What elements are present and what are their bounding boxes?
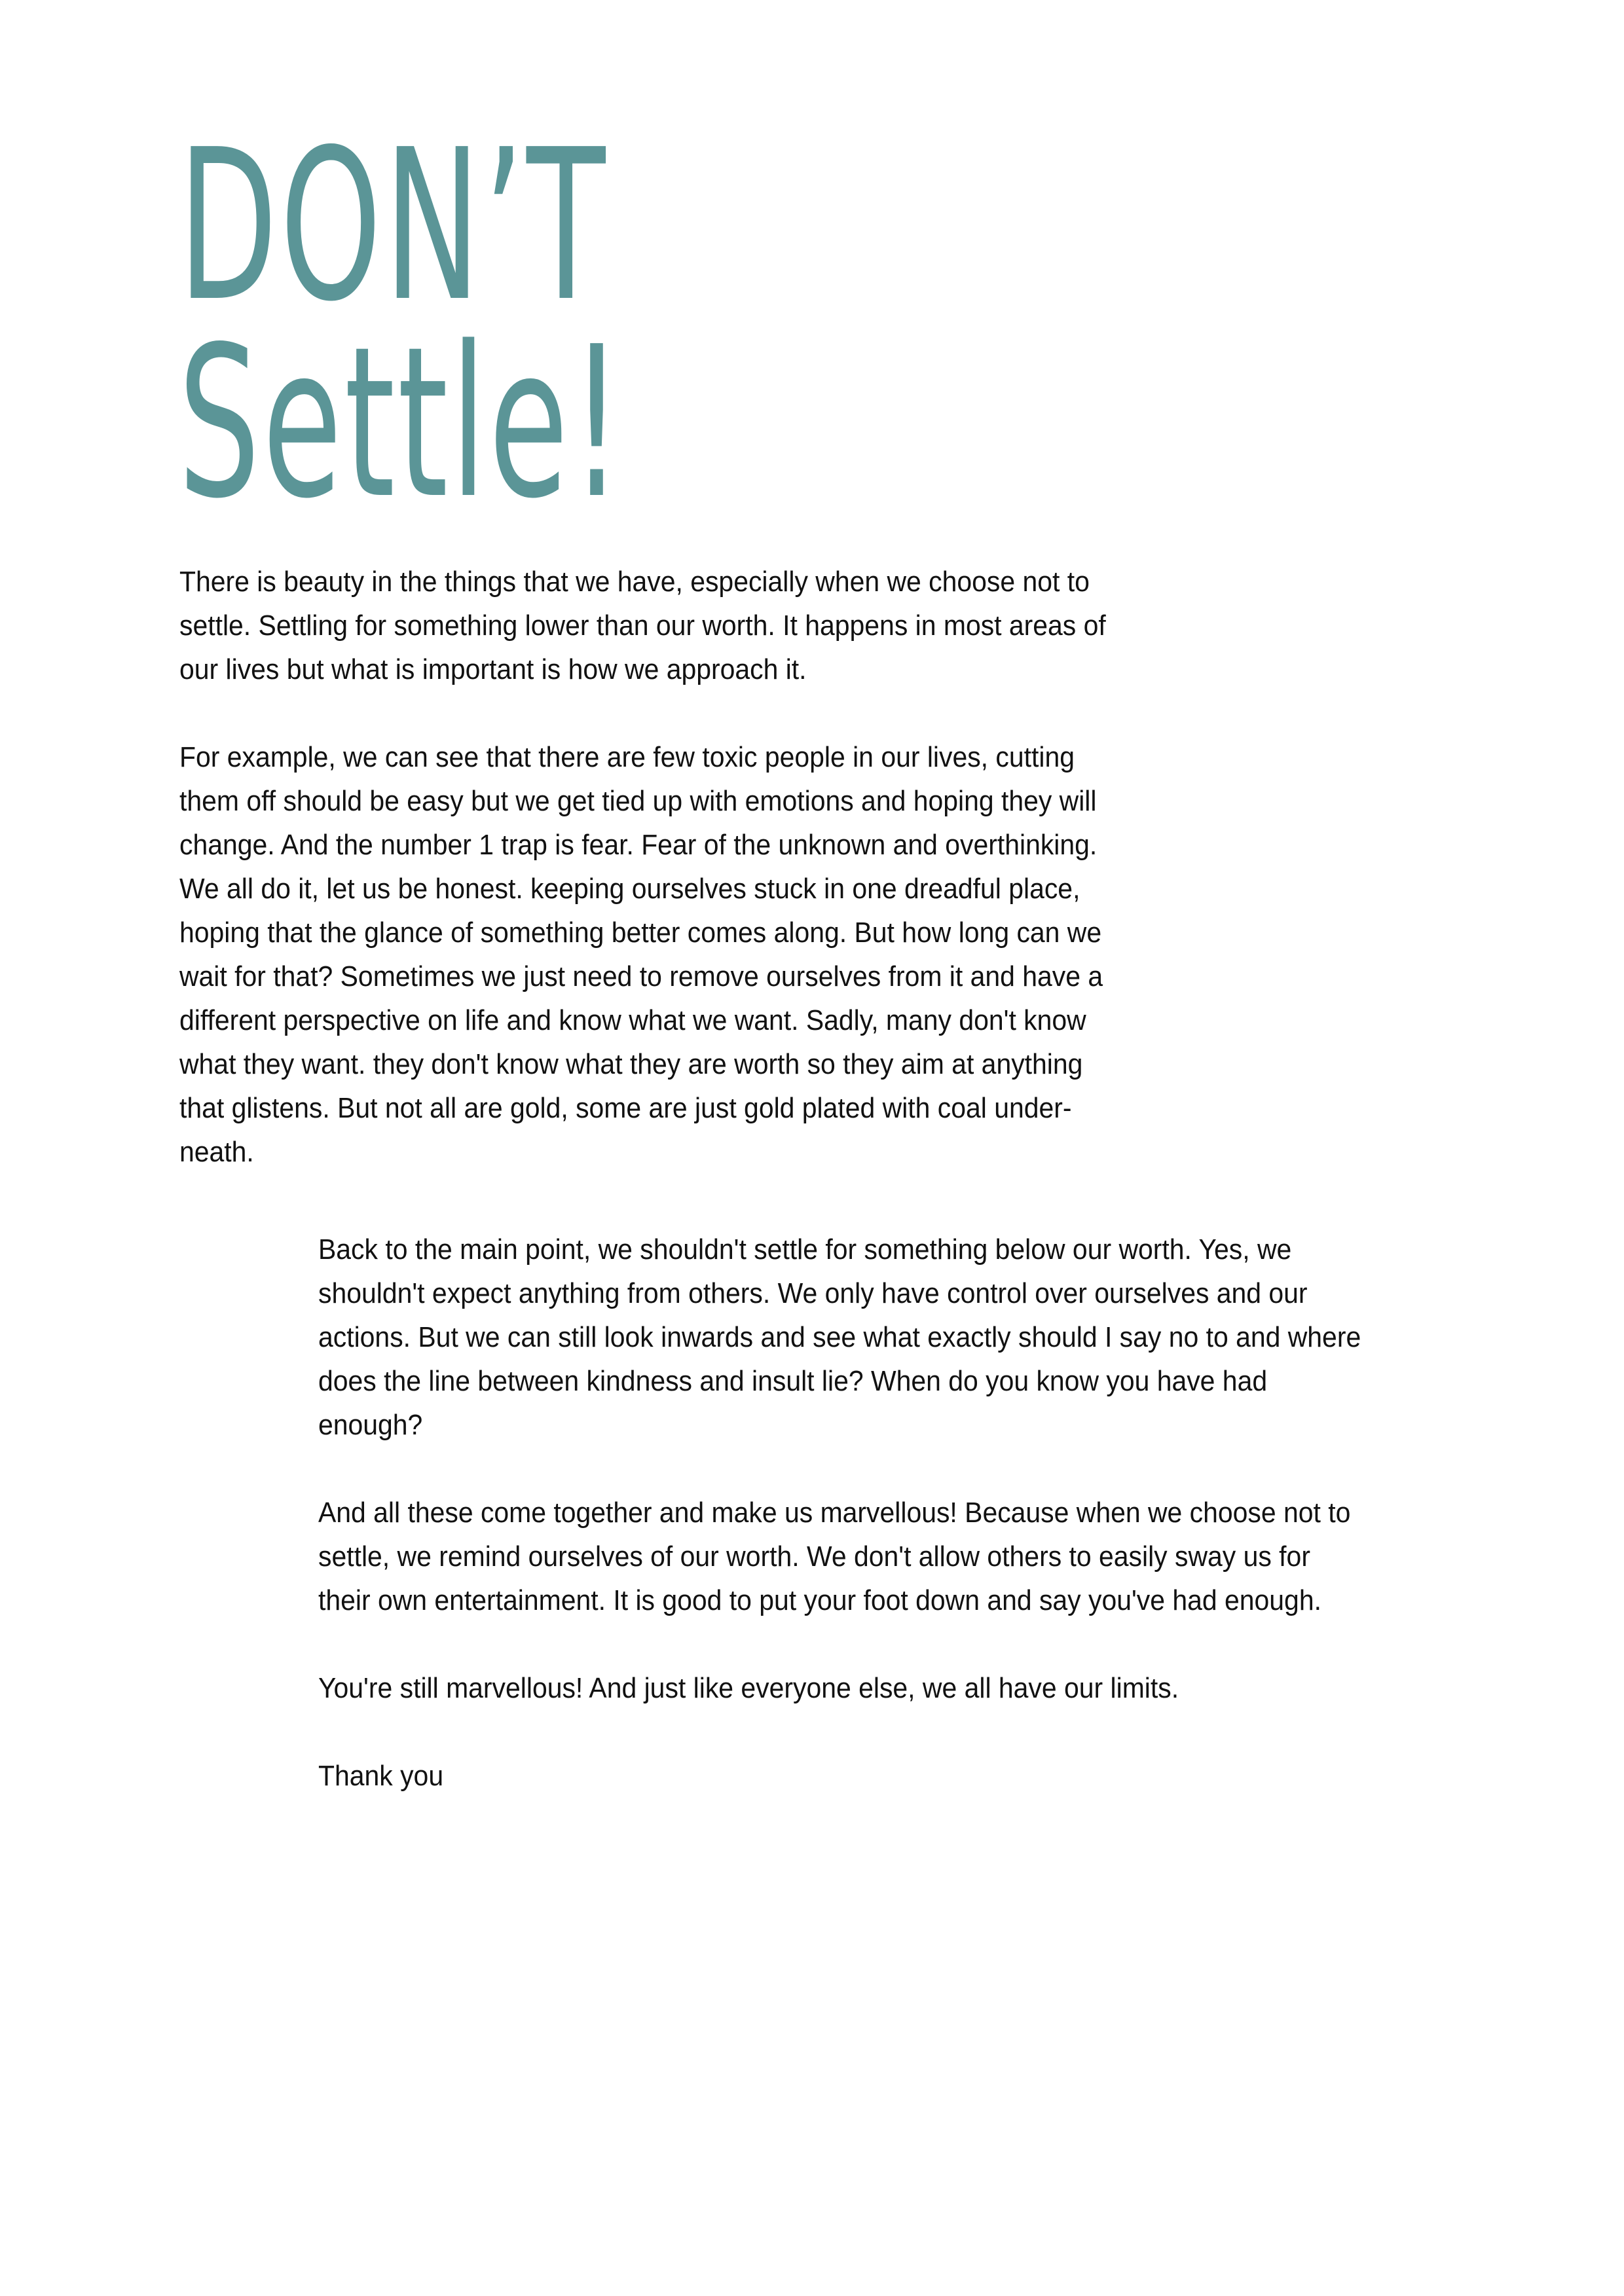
paragraph-intro: [179, 560, 1175, 691]
text-line: settle, we remind ourselves of our worth. We don't allow others to easily sway us for: [318, 1540, 1310, 1573]
text-line: There is beauty in the things that we have, especially when we choose not to: [179, 566, 1090, 598]
text-line: shouldn't expect anything from others. We only have control over ourselves and our: [318, 1277, 1308, 1309]
text-line: Back to the main point, we shouldn't settle for something below our worth. Yes, we: [318, 1233, 1292, 1266]
text-line: does the line between kindness and insult lie? When do you know you have had: [318, 1365, 1268, 1397]
text-line: settle. Settling for something lower than our worth. It happens in most areas of: [179, 610, 1106, 642]
text-line: different perspective on life and know what we want. Sadly, many don't know: [179, 1004, 1086, 1036]
text-line: what they want. they don't know what they are worth so they aim at anything: [179, 1048, 1083, 1080]
closing-thank-you: [318, 1754, 452, 1798]
text-line: enough?: [318, 1409, 423, 1441]
text-line: them off should be easy but we get tied up with emotions and hoping they will: [179, 785, 1097, 817]
text-line: neath.: [179, 1136, 254, 1168]
text-line: our lives but what is important is how we approach it.: [179, 653, 807, 685]
text-line: For example, we can see that there are few toxic people in our lives, cutting: [179, 741, 1075, 773]
page-title-line-1: DON’T: [178, 105, 608, 347]
text-line: wait for that? Sometimes we just need to remove ourselves from it and have a: [179, 960, 1103, 993]
page-title-line-2: Settle!: [178, 302, 625, 544]
text-line: hoping that the glance of something better comes along. But how long can we: [179, 917, 1102, 949]
text-line: You're still marvellous! And just like everyone else, we all have our limits.: [318, 1672, 1179, 1704]
text-line: actions. But we can still look inwards and see what exactly should I say no to and where: [318, 1321, 1361, 1353]
text-line: that glistens. But not all are gold, some are just gold plated with coal under-: [179, 1092, 1072, 1124]
paragraph-limits: [318, 1666, 1244, 1710]
paragraph-main-point: [318, 1228, 1439, 1447]
paragraph-example: [179, 735, 1172, 1174]
text-line: Thank you: [318, 1760, 444, 1792]
text-line: And all these come together and make us marvellous! Because when we choose not to: [318, 1497, 1351, 1529]
text-line: their own entertainment. It is good to put your foot down and say you've had enough.: [318, 1584, 1321, 1616]
text-line: change. And the number 1 trap is fear. Fear of the unknown and overthinking.: [179, 829, 1098, 861]
text-line: We all do it, let us be honest. keeping ourselves stuck in one dreadful place,: [179, 873, 1080, 905]
paragraph-marvellous: [318, 1491, 1428, 1622]
